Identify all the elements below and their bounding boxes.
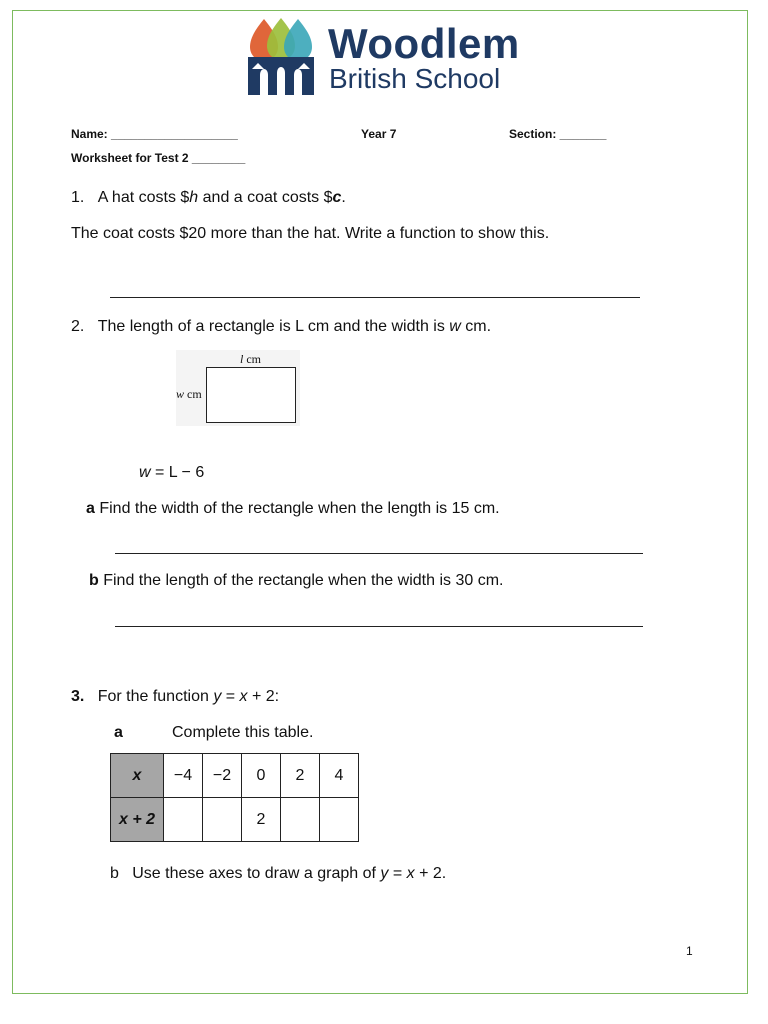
function-table bbox=[110, 753, 359, 842]
table-head-x: x bbox=[111, 754, 164, 798]
table-cell: 4 bbox=[320, 754, 359, 798]
question-1: 1. A hat costs $h and a coat costs $c. bbox=[71, 189, 346, 206]
table-row-x-plus-2 bbox=[111, 798, 359, 842]
table-cell-blank[interactable] bbox=[320, 798, 359, 842]
question-3: 3. For the function y = x + 2: bbox=[71, 688, 280, 705]
year-label: Year 7 bbox=[361, 127, 397, 141]
table-cell: 2 bbox=[242, 798, 281, 842]
rectangle-width-label: w cm bbox=[176, 387, 202, 401]
table-cell-blank[interactable] bbox=[281, 798, 320, 842]
question-2b: b Find the length of the rectangle when the width is 30 cm. bbox=[89, 572, 504, 589]
table-head-x-plus-2: x + 2 bbox=[111, 798, 164, 842]
page-number: 1 bbox=[686, 944, 693, 958]
answer-line-q2b bbox=[115, 626, 643, 627]
logo-name: Woodlem bbox=[328, 20, 520, 67]
answer-line-q1 bbox=[110, 297, 640, 298]
table-cell: −4 bbox=[164, 754, 203, 798]
table-cell: −2 bbox=[203, 754, 242, 798]
table-cell-blank[interactable] bbox=[164, 798, 203, 842]
table-cell: 2 bbox=[281, 754, 320, 798]
logo-emblem-icon bbox=[248, 17, 314, 95]
answer-line-q2a bbox=[115, 553, 643, 554]
worksheet-title: Worksheet for Test 2 ________ bbox=[71, 151, 246, 165]
question-3a-label: a bbox=[114, 724, 123, 741]
worksheet-blank: ________ bbox=[191, 151, 246, 165]
question-2a: a Find the width of the rectangle when the length is 15 cm. bbox=[86, 500, 500, 517]
table-row-x bbox=[111, 754, 359, 798]
logo-subtitle: British School bbox=[329, 63, 501, 94]
section-field: Section: _______ bbox=[509, 127, 607, 141]
rectangle-length-label: l cm bbox=[240, 352, 262, 366]
table-cell-blank[interactable] bbox=[203, 798, 242, 842]
width-formula: w = L − 6 bbox=[139, 464, 205, 481]
name-field: Name: ___________________ bbox=[71, 127, 238, 141]
question-3b: b Use these axes to draw a graph of y = x + 2. bbox=[110, 865, 447, 882]
table-cell: 0 bbox=[242, 754, 281, 798]
question-3a-text: Complete this table. bbox=[172, 724, 314, 741]
rectangle-shape bbox=[206, 367, 296, 423]
question-1-detail: The coat costs $20 more than the hat. Write a function to show this. bbox=[71, 225, 550, 242]
question-2: 2. The length of a rectangle is L cm and the width is w cm. bbox=[71, 318, 492, 335]
